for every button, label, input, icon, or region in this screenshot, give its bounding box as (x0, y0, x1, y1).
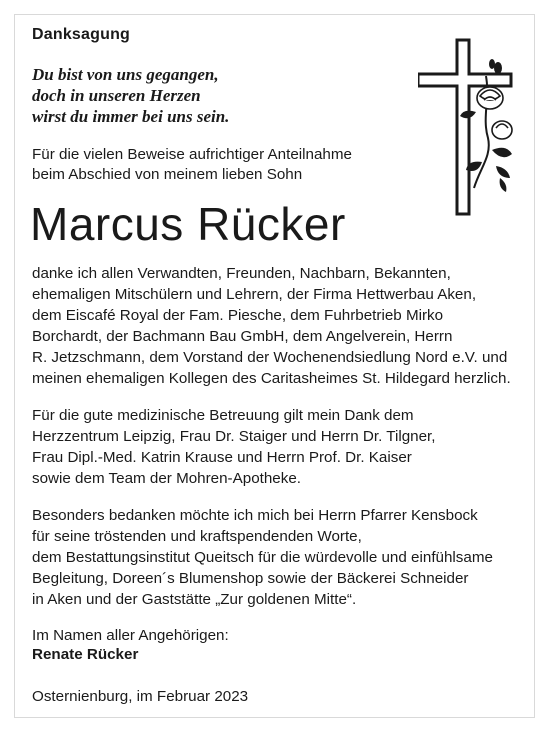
medical-thanks-paragraph (32, 405, 435, 489)
paragraph-line: Besonders bedanken möchte ich mich bei Herrn Pfarrer Kensbock (32, 507, 478, 524)
poem-line: doch in unseren Herzen (32, 86, 201, 105)
paragraph-line: Für die gute medizinische Betreuung gilt mein Dank dem (32, 407, 414, 424)
poem-line: wirst du immer bei uns sein. (32, 107, 230, 126)
memorial-poem (32, 64, 229, 127)
paragraph-line: Herzzentrum Leipzig, Frau Dr. Staiger und Herrn Dr. Tilgner, (32, 428, 436, 445)
paragraph-line: sowie dem Team der Mohren-Apotheke. (32, 470, 302, 487)
paragraph-line: danke ich allen Verwandten, Freunden, Nachbarn, Bekannten, (32, 265, 451, 282)
paragraph-line: R. Jetzschmann, dem Vorstand der Wochenendsiedlung Nord e.V. und (32, 349, 508, 366)
poem-line: Du bist von uns gegangen, (32, 65, 219, 84)
deceased-name: Marcus Rücker (30, 198, 346, 250)
closing-line: Im Namen aller Angehörigen: (32, 627, 229, 644)
paragraph-line: dem Bestattungsinstitut Queitsch für die würdevolle und einfühlsame (32, 549, 493, 566)
cross-with-rose-icon (418, 38, 520, 218)
paragraph-line: in Aken und der Gaststätte „Zur goldenen Mitte“. (32, 591, 357, 608)
paragraph-line: für seine tröstenden und kraftspendenden Worte, (32, 528, 362, 545)
paragraph-line: meinen ehemaligen Kollegen des Caritasheimes St. Hildegard herzlich. (32, 370, 511, 387)
paragraph-line: ehemaligen Mitschülern und Lehrern, der Firma Hettwerbau Aken, (32, 286, 477, 303)
place-date: Osternienburg, im Februar 2023 (32, 688, 249, 705)
intro-text (32, 145, 352, 185)
notice-heading: Danksagung (32, 26, 131, 43)
paragraph-line: dem Eiscafé Royal der Fam. Piesche, dem Fuhrbetrieb Mirko (32, 307, 444, 324)
paragraph-line: Borchardt, der Bachmann Bau GmbH, dem Angelverein, Herrn (32, 328, 453, 345)
intro-line: beim Abschied von meinem lieben Sohn (32, 166, 303, 183)
special-thanks-paragraph (32, 505, 493, 610)
paragraph-line: Begleitung, Doreen´s Blumenshop sowie der Bäckerei Schneider (32, 570, 469, 587)
signer-name: Renate Rücker (32, 646, 139, 663)
intro-line: Für die vielen Beweise aufrichtiger Anteilnahme (32, 146, 352, 163)
paragraph-line: Frau Dipl.-Med. Katrin Krause und Herrn Prof. Dr. Kaiser (32, 449, 412, 466)
thanks-paragraph (32, 263, 511, 389)
